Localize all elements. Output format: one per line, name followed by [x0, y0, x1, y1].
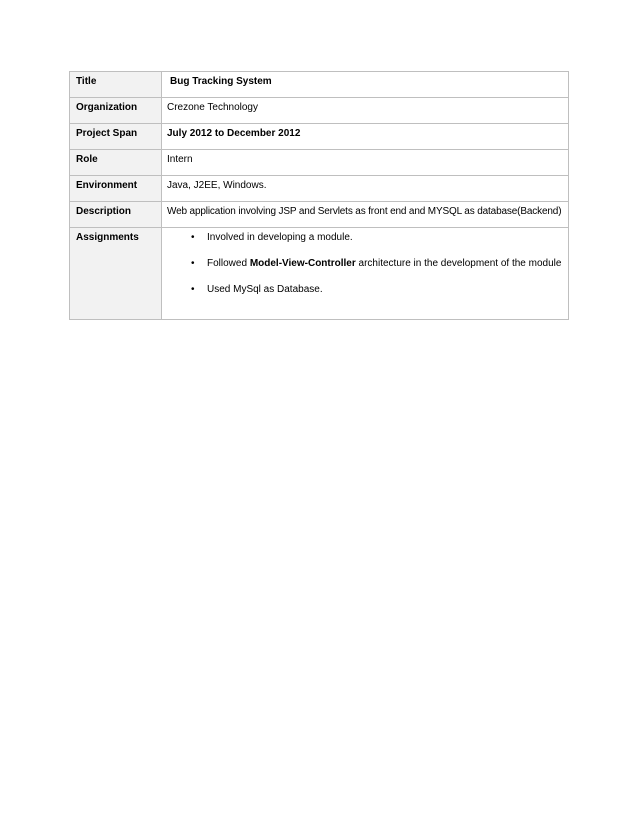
project-span-value: July 2012 to December 2012: [162, 124, 569, 150]
organization-value: Crezone Technology: [162, 98, 569, 124]
title-label: Title: [70, 72, 162, 98]
row-description: [70, 202, 569, 228]
environment-value: Java, J2EE, Windows.: [162, 176, 569, 202]
list-item: [167, 283, 562, 297]
bullet-icon: •: [191, 258, 195, 269]
assignment-text-prefix: Followed: [207, 258, 250, 269]
bullet-icon: •: [191, 232, 195, 243]
bullet-icon: •: [191, 284, 195, 295]
title-value: Bug Tracking System: [162, 72, 569, 98]
role-value: Intern: [162, 150, 569, 176]
project-span-label: Project Span: [70, 124, 162, 150]
list-item: [167, 231, 562, 245]
row-environment: [70, 176, 569, 202]
assignment-text-suffix: architecture in the development of the module: [355, 258, 562, 269]
project-details-table: [69, 71, 569, 320]
row-project-span: [70, 124, 569, 150]
role-label: Role: [70, 150, 162, 176]
assignments-list: [167, 231, 562, 297]
row-role: [70, 150, 569, 176]
assignment-text-bold: Model-View-Controller: [249, 258, 356, 269]
row-organization: [70, 98, 569, 124]
description-value: Web application involving JSP and Servlets as front end and MYSQL as database(Backend): [162, 202, 569, 228]
assignment-text: Involved in developing a module.: [207, 232, 353, 243]
environment-label: Environment: [70, 176, 162, 202]
list-item: [167, 257, 562, 271]
organization-label: Organization: [70, 98, 162, 124]
row-title: [70, 72, 569, 98]
assignments-value: [162, 228, 569, 320]
assignment-text: Used MySql as Database.: [207, 284, 323, 295]
description-label: Description: [70, 202, 162, 228]
assignments-label: Assignments: [70, 228, 162, 320]
row-assignments: [70, 228, 569, 320]
